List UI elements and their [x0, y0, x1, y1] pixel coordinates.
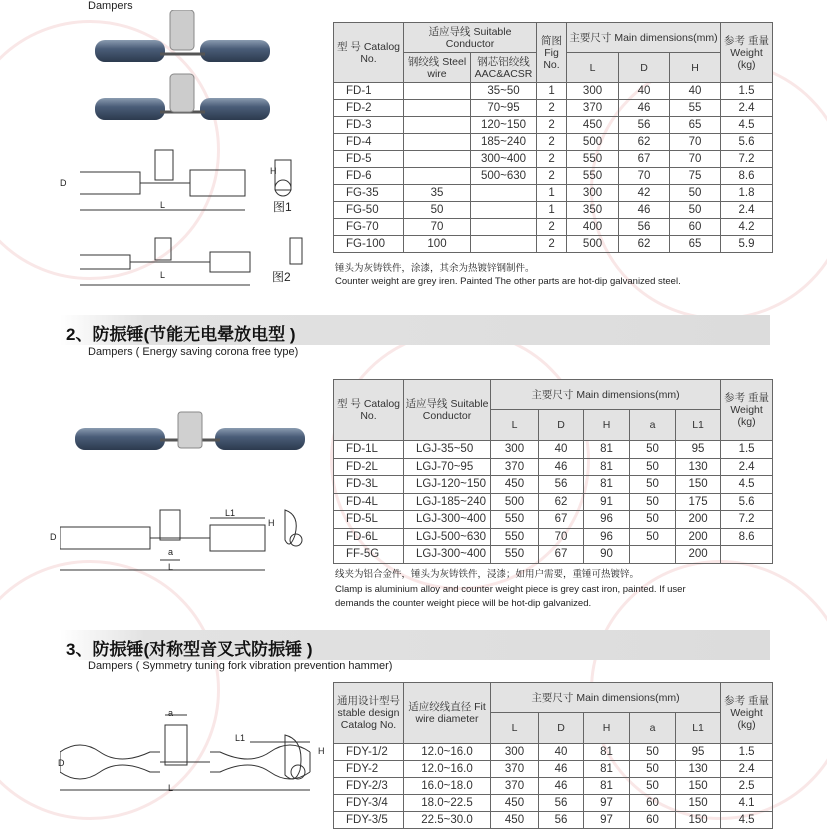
table-cell: 1.5 — [721, 441, 773, 459]
table-row — [334, 202, 773, 219]
table-cell: LGJ-70~95 — [404, 458, 491, 476]
table-cell: 200 — [676, 528, 721, 546]
table-cell: 2 — [537, 100, 567, 117]
header-aac: 钢芯铝绞线 AAC&ACSR — [471, 53, 537, 83]
table-row — [334, 795, 773, 812]
table-cell: FD-6 — [334, 168, 404, 185]
table-cell — [471, 185, 537, 202]
table-row — [334, 185, 773, 202]
table-cell: 2 — [537, 236, 567, 253]
table-cell: 95 — [676, 441, 721, 459]
table-cell: 550 — [491, 528, 539, 546]
table-row — [334, 134, 773, 151]
table-cell: 4.5 — [721, 476, 773, 494]
dim-label-L1: L1 — [235, 733, 246, 743]
table-cell: 2.5 — [721, 778, 773, 795]
header-catalog: 通用设计型号 stable design Catalog No. — [334, 683, 404, 744]
table-cell: LGJ-300~400 — [404, 546, 491, 564]
header-a: a — [630, 410, 676, 441]
table-cell: 50 — [630, 458, 676, 476]
table-cell: 60 — [670, 219, 721, 236]
fig1-label: 图1 — [273, 200, 292, 214]
table-cell: 8.6 — [721, 168, 773, 185]
dim-label-H: H — [268, 518, 275, 528]
table-cell: FD-5 — [334, 151, 404, 168]
table-cell: 4.2 — [721, 219, 773, 236]
table-cell: 2 — [537, 219, 567, 236]
table-row — [334, 812, 773, 829]
table-cell: 75 — [670, 168, 721, 185]
header-H: H — [584, 713, 630, 744]
table-cell: 50 — [630, 528, 676, 546]
table-row — [334, 511, 773, 529]
table-cell: FD-2 — [334, 100, 404, 117]
table-cell: FD-1 — [334, 83, 404, 100]
table-cell: 62 — [539, 493, 584, 511]
table-cell: 97 — [584, 795, 630, 812]
table-cell: 8.6 — [721, 528, 773, 546]
dim-label-L: L — [168, 783, 174, 793]
note-en-line2: demands the counter weight piece will be hot-dip galvanized. — [335, 598, 592, 609]
table-cell: 70 — [670, 134, 721, 151]
table-cell: 40 — [539, 744, 584, 761]
table-cell: 150 — [676, 476, 721, 494]
table-row — [334, 546, 773, 564]
table-cell: 4.1 — [721, 795, 773, 812]
table-cell: 96 — [584, 511, 630, 529]
table-cell: 46 — [539, 458, 584, 476]
dim-label-H: H — [270, 166, 277, 176]
table-cell: FDY-2/3 — [334, 778, 404, 795]
table-cell: 35~50 — [471, 83, 537, 100]
table-cell: 2.4 — [721, 458, 773, 476]
table-cell: 50 — [404, 202, 471, 219]
table-cell: 40 — [670, 83, 721, 100]
table-cell: 550 — [567, 168, 619, 185]
table-row — [334, 528, 773, 546]
section2-subtitle: Dampers ( Energy saving corona free type) — [88, 346, 299, 358]
note-cn: 线夹为铝合金件，锤头为灰铸铁件，浸漆；如用户需要，重锤可热镀锌。 — [335, 569, 640, 580]
table-cell: 2.4 — [721, 202, 773, 219]
table-row — [334, 744, 773, 761]
table-cell: 1 — [537, 185, 567, 202]
table-cell: 50 — [630, 476, 676, 494]
header-weight: 参考 重量 Weight (kg) — [721, 23, 773, 83]
table-cell: 7.2 — [721, 151, 773, 168]
section3-subtitle: Dampers ( Symmetry tuning fork vibration prevention hammer) — [88, 660, 393, 672]
header-L1: L1 — [676, 713, 721, 744]
table-cell: 175 — [676, 493, 721, 511]
table-cell: 2 — [537, 117, 567, 134]
table-row — [334, 168, 773, 185]
table-cell: LGJ-35~50 — [404, 441, 491, 459]
table-cell: 130 — [676, 761, 721, 778]
header-catalog: 型 号 Catalog No. — [334, 23, 404, 83]
table-cell: 46 — [619, 100, 670, 117]
header-conductor: 适应绞线直径 Fit wire diameter — [404, 683, 491, 744]
table-cell: 96 — [584, 528, 630, 546]
table-cell: FDY-3/4 — [334, 795, 404, 812]
table-cell: 40 — [539, 441, 584, 459]
table-cell: 550 — [491, 546, 539, 564]
table-cell — [630, 546, 676, 564]
table-cell: 150 — [676, 795, 721, 812]
table-cell: 300 — [491, 744, 539, 761]
table-cell: 200 — [676, 546, 721, 564]
dim-label-L1: L1 — [225, 508, 236, 518]
header-L: L — [567, 53, 619, 83]
header-a: a — [630, 713, 676, 744]
header-D: D — [539, 713, 584, 744]
table-cell: FF-5G — [334, 546, 404, 564]
table-cell: 70 — [539, 528, 584, 546]
table-cell: 370 — [567, 100, 619, 117]
table-cell — [471, 219, 537, 236]
table-row — [334, 761, 773, 778]
table-cell: 350 — [567, 202, 619, 219]
table-cell: 450 — [491, 476, 539, 494]
header-L1: L1 — [676, 410, 721, 441]
table-cell — [404, 168, 471, 185]
table-cell: 550 — [491, 511, 539, 529]
table-cell: 42 — [619, 185, 670, 202]
table-cell — [404, 151, 471, 168]
table-cell: FD-3L — [334, 476, 404, 494]
table-cell: 56 — [539, 476, 584, 494]
table-cell: 81 — [584, 476, 630, 494]
table-cell: 2.4 — [721, 761, 773, 778]
table-row — [334, 458, 773, 476]
table-cell: FD-6L — [334, 528, 404, 546]
table-cell — [404, 83, 471, 100]
table-row — [334, 151, 773, 168]
header-L: L — [491, 713, 539, 744]
table-cell: 46 — [539, 778, 584, 795]
table-cell: 550 — [567, 151, 619, 168]
table-cell: FD-4L — [334, 493, 404, 511]
table-cell: 370 — [491, 761, 539, 778]
table-cell: 16.0~18.0 — [404, 778, 491, 795]
header-fig: 简图 Fig No. — [537, 23, 567, 83]
table-cell: 70 — [670, 151, 721, 168]
table-cell: 1 — [537, 202, 567, 219]
table-cell: 70 — [404, 219, 471, 236]
note-cn: 锤头为灰铸铁件，涂漆，其余为热镀锌钢制件。 — [335, 263, 535, 274]
table-cell — [471, 236, 537, 253]
table-cell: FDY-3/5 — [334, 812, 404, 829]
table-cell: LGJ-185~240 — [404, 493, 491, 511]
table-row — [334, 100, 773, 117]
table-cell: 120~150 — [471, 117, 537, 134]
dim-label-L: L — [160, 270, 166, 280]
header-conductor: 适应导线 Suitable Conductor — [404, 380, 491, 441]
table-cell: 12.0~16.0 — [404, 744, 491, 761]
dim-label-a: a — [168, 708, 174, 718]
table-cell: 185~240 — [471, 134, 537, 151]
table-cell: FG-35 — [334, 185, 404, 202]
table-cell: 500 — [567, 134, 619, 151]
table-cell: 60 — [630, 812, 676, 829]
table-cell: 4.5 — [721, 117, 773, 134]
table-cell: 300 — [567, 83, 619, 100]
table-cell: 150 — [676, 812, 721, 829]
dim-label-D: D — [58, 758, 65, 768]
table-row — [334, 236, 773, 253]
header-main-dimensions: 主要尺寸 Main dimensions(mm) — [491, 380, 721, 410]
header-L: L — [491, 410, 539, 441]
table-cell — [404, 100, 471, 117]
table-cell: 56 — [619, 219, 670, 236]
table-cell: 56 — [539, 795, 584, 812]
header-steel-wire: 钢绞线 Steel wire — [404, 53, 471, 83]
table-cell: 50 — [630, 493, 676, 511]
header-H: H — [584, 410, 630, 441]
table-row — [334, 117, 773, 134]
table-cell: FG-70 — [334, 219, 404, 236]
table-cell: 70 — [619, 168, 670, 185]
table-cell: 62 — [619, 134, 670, 151]
table-cell: 46 — [619, 202, 670, 219]
table-cell: 90 — [584, 546, 630, 564]
header-conductor: 适应导线 Suitable Conductor — [404, 23, 537, 53]
header-catalog: 型 号 Catalog No. — [334, 380, 404, 441]
table-cell: 5.6 — [721, 134, 773, 151]
table-cell: FD-2L — [334, 458, 404, 476]
table-cell: 7.2 — [721, 511, 773, 529]
table-cell: 56 — [539, 812, 584, 829]
table-cell: 67 — [539, 511, 584, 529]
table-cell: 55 — [670, 100, 721, 117]
header-D: D — [539, 410, 584, 441]
table-cell: 500~630 — [471, 168, 537, 185]
dim-label-L: L — [168, 562, 174, 572]
table-cell: 62 — [619, 236, 670, 253]
fig2-label: 图2 — [272, 270, 291, 284]
table-cell: 18.0~22.5 — [404, 795, 491, 812]
table-cell: 370 — [491, 778, 539, 795]
table-cell: 50 — [630, 441, 676, 459]
table-cell: 450 — [491, 812, 539, 829]
table-cell: 60 — [630, 795, 676, 812]
table-cell: 500 — [491, 493, 539, 511]
table-cell: FDY-2 — [334, 761, 404, 778]
table-cell: 2 — [537, 168, 567, 185]
table-cell: 65 — [670, 117, 721, 134]
table-cell: 50 — [670, 185, 721, 202]
table-cell: 450 — [567, 117, 619, 134]
table-cell: 50 — [630, 761, 676, 778]
table-cell: 50 — [630, 511, 676, 529]
table-cell: LGJ-500~630 — [404, 528, 491, 546]
table-row — [334, 83, 773, 100]
table-cell: 2 — [537, 134, 567, 151]
table-cell: 300 — [567, 185, 619, 202]
damper-spec-table-1 — [333, 22, 773, 253]
table-row — [334, 778, 773, 795]
table-cell: 81 — [584, 778, 630, 795]
table-cell: 50 — [630, 744, 676, 761]
table-cell: 67 — [619, 151, 670, 168]
dim-label-L: L — [160, 200, 166, 210]
table-cell: 40 — [619, 83, 670, 100]
table-cell: 35 — [404, 185, 471, 202]
section2-title: 2、防振锤(节能无电晕放电型 ) — [66, 325, 296, 344]
table-cell: FDY-1/2 — [334, 744, 404, 761]
table-cell — [404, 134, 471, 151]
table-row — [334, 476, 773, 494]
table-cell: 12.0~16.0 — [404, 761, 491, 778]
table-cell: 81 — [584, 744, 630, 761]
table-cell: 65 — [670, 236, 721, 253]
table-cell: 50 — [670, 202, 721, 219]
table-cell: 130 — [676, 458, 721, 476]
table-row — [334, 219, 773, 236]
table-cell: 300 — [491, 441, 539, 459]
table-row — [334, 441, 773, 459]
table-cell: FG-50 — [334, 202, 404, 219]
table-cell: 46 — [539, 761, 584, 778]
table-cell: 150 — [676, 778, 721, 795]
damper-illustration-1 — [80, 10, 320, 290]
table-cell — [471, 202, 537, 219]
table-cell: 91 — [584, 493, 630, 511]
table-cell: 400 — [567, 219, 619, 236]
table-cell: 2 — [537, 151, 567, 168]
table-cell: 100 — [404, 236, 471, 253]
table-cell: 1 — [537, 83, 567, 100]
table-cell: 81 — [584, 458, 630, 476]
table-cell: FD-3 — [334, 117, 404, 134]
table-cell: FD-1L — [334, 441, 404, 459]
table-cell: 95 — [676, 744, 721, 761]
table-cell: 50 — [630, 778, 676, 795]
table-cell: 1.8 — [721, 185, 773, 202]
table-cell: LGJ-300~400 — [404, 511, 491, 529]
damper-illustration-3 — [60, 700, 330, 810]
dim-label-D: D — [50, 532, 57, 542]
table-cell: LGJ-120~150 — [404, 476, 491, 494]
table-cell: 81 — [584, 761, 630, 778]
damper-spec-table-3 — [333, 682, 773, 829]
table-cell: 97 — [584, 812, 630, 829]
table-row — [334, 493, 773, 511]
header-H: H — [670, 53, 721, 83]
header-D: D — [619, 53, 670, 83]
table-cell: 70~95 — [471, 100, 537, 117]
table-cell: 1.5 — [721, 744, 773, 761]
table-cell — [404, 117, 471, 134]
header-main-dimensions: 主要尺寸 Main dimensions(mm) — [491, 683, 721, 713]
table-cell: FD-4 — [334, 134, 404, 151]
table-cell: 300~400 — [471, 151, 537, 168]
table-cell: 200 — [676, 511, 721, 529]
note-en-line1: Clamp is aluminium alloy and counter weight piece is grey cast iron, painted. If user — [335, 584, 686, 595]
header-weight: 参考 重量 Weight (kg) — [721, 380, 773, 441]
table-cell: 56 — [619, 117, 670, 134]
table-cell: 81 — [584, 441, 630, 459]
table-cell — [721, 546, 773, 564]
section3-title: 3、防振锤(对称型音叉式防振锤 ) — [66, 640, 313, 659]
table-cell: 4.5 — [721, 812, 773, 829]
header-main-dimensions: 主要尺寸 Main dimensions(mm) — [567, 23, 721, 53]
table-cell: 22.5~30.0 — [404, 812, 491, 829]
table-cell: 5.9 — [721, 236, 773, 253]
table-cell: 450 — [491, 795, 539, 812]
dim-label-D: D — [60, 178, 67, 188]
note-en: Counter weight are grey iren. Painted The other parts are hot-dip galvanized steel. — [335, 276, 681, 287]
table-cell: FD-5L — [334, 511, 404, 529]
header-weight: 参考 重量 Weight (kg) — [721, 683, 773, 744]
table-cell: 2.4 — [721, 100, 773, 117]
dim-label-H: H — [318, 746, 325, 756]
table-cell: FG-100 — [334, 236, 404, 253]
table-cell: 67 — [539, 546, 584, 564]
dim-label-a: a — [168, 547, 174, 557]
damper-spec-table-2 — [333, 379, 773, 564]
table-cell: 1.5 — [721, 83, 773, 100]
table-cell: 370 — [491, 458, 539, 476]
section1-subtitle: Dampers — [88, 0, 133, 12]
table-cell: 500 — [567, 236, 619, 253]
damper-illustration-2 — [60, 400, 330, 580]
table-cell: 5.6 — [721, 493, 773, 511]
